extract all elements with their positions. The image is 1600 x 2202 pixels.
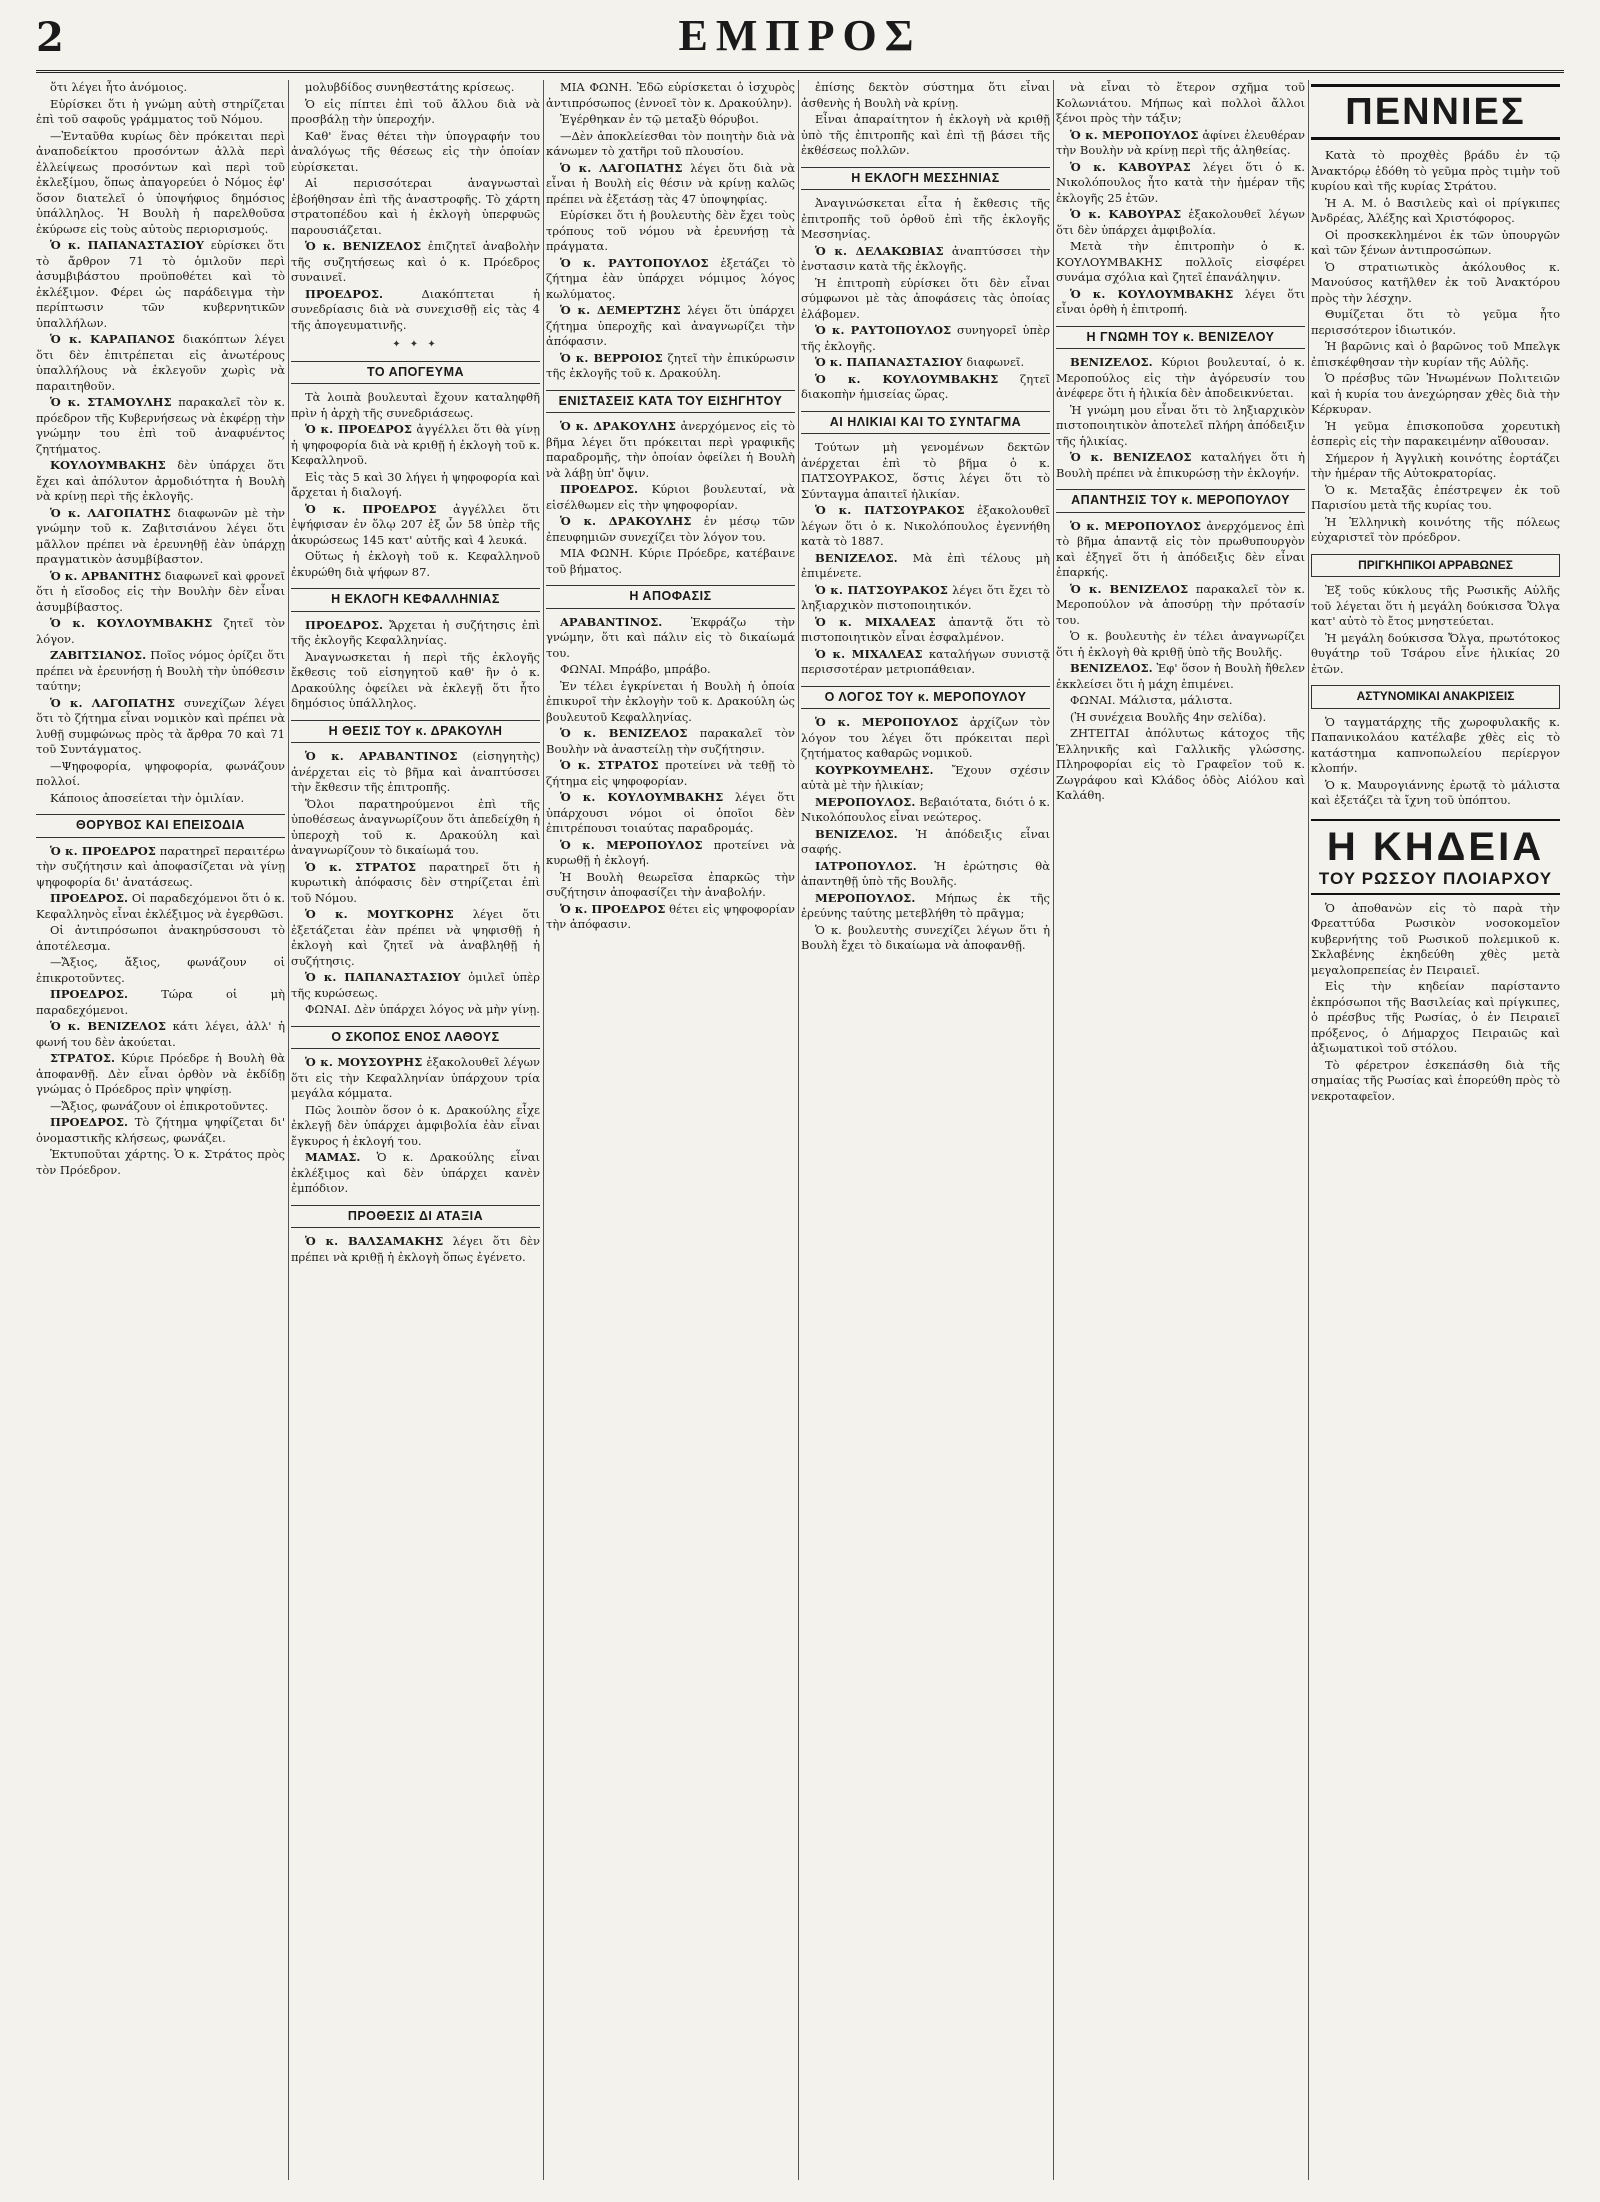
speaker-name: Ὁ κ. ΣΤΡΑΤΟΣ: [560, 758, 659, 772]
article-paragraph: νὰ εἶναι τὸ ἕτερον σχῆμα τοῦ Κολωνιάτου. Μήπως καὶ πολλοὶ ἄλλοι ξένοι πρὸς τὴν τάξιν;: [1056, 80, 1305, 125]
article-paragraph: —Δὲν ἀποκλείεσθαι τὸν ποιητὴν διὰ νὰ κάνωμεν τὸ χατῆρι τοῦ πλουσίου.: [546, 128, 795, 158]
speech-text: θέτει εἰς ψηφοφορίαν τὴν ἀπόφασιν.: [546, 901, 795, 931]
speaker-name: ΠΡΟΕΔΡΟΣ.: [305, 617, 384, 632]
section-headline: ΕΝΙΣΤΑΣΕΙΣ ΚΑΤΑ ΤΟΥ ΕΙΣΗΓΗΤΟΥ: [546, 390, 795, 414]
speaker-name: Ὁ κ. ΚΟΥΛΟΥΜΒΑΚΗΣ: [815, 371, 999, 386]
article-paragraph: Ἡ γεῦμα ἐπισκοποῦσα χορευτικὴ ἑσπερὶς εἰς τὴν παρακειμένην αἴθουσαν.: [1311, 418, 1560, 448]
speech-paragraph: [1056, 207, 1305, 238]
article-paragraph: Εἰς τὰς 5 καὶ 30 λήγει ἡ ψηφοφορία καὶ ἄρχεται ἡ διαλογή.: [291, 469, 540, 499]
article-paragraph: —Ψηφοφορία, ψηφοφορία, φωνάζουν πολλοί.: [36, 758, 285, 788]
speaker-name: Ὁ κ. ΠΡΟΕΔΡΟΣ: [305, 422, 412, 436]
speech-paragraph: [801, 244, 1050, 275]
speech-paragraph: [36, 332, 285, 394]
speaker-name: Ὁ κ. ΣΤΡΑΤΟΣ: [305, 859, 417, 874]
section-headline: ΤΟ ΑΠΟΓΕΥΜΑ: [291, 361, 540, 385]
speech-text: ἀγγέλλει ὅτι θὰ γίνῃ ἡ ψηφοφορία διὰ νὰ κριθῇ ἡ ἐκλογὴ τοῦ κ. Κεφαλληνοῦ.: [291, 422, 540, 467]
section-headline: ΘΟΡΥΒΟΣ ΚΑΙ ΕΠΕΙΣΟΔΙΑ: [36, 814, 285, 838]
speech-paragraph: [801, 551, 1050, 582]
speech-text: προτείνει νὰ τεθῇ τὸ ζήτημα εἰς ψηφοφορίαν.: [546, 758, 795, 788]
speech-paragraph: [36, 987, 285, 1018]
speech-text: Ποῖος νόμος ὁρίζει ὅτι πρέπει νὰ ἐρευνήσῃ ἡ Βουλὴ τὴν ὑπόθεσιν ταύτην;: [36, 648, 285, 693]
speech-paragraph: [1056, 128, 1305, 159]
article-paragraph: Ἐγέρθηκαν ἐν τῷ μεταξὺ θόρυβοι.: [560, 112, 759, 126]
speaker-name: ΠΡΟΕΔΡΟΣ.: [50, 1115, 129, 1129]
speech-paragraph: [36, 616, 285, 647]
speaker-name: Ὁ κ. ΠΡΟΕΔΡΟΣ: [305, 501, 437, 516]
article-paragraph: Καθ' ἕνας θέτει τὴν ὑπογραφήν του ἀναλόγως τῆς θέσεως εἰς τὴν ὁποίαν εὑρίσκεται.: [291, 128, 540, 174]
speaker-name: Ὁ κ. ΜΕΡΟΠΟΥΛΟΣ: [815, 715, 959, 729]
speaker-name: ΖΑΒΙΤΣΙΑΝΟΣ.: [50, 648, 147, 662]
speech-text: ζητεῖ διακοπὴν ἡμισείας ὥρας.: [801, 371, 1050, 401]
article-paragraph: Ὁ κ. Μεταξᾶς ἐπέστρεψεν ἐκ τοῦ Παρισίου μετὰ τῆς κυρίας του.: [1311, 482, 1560, 512]
speech-paragraph: [546, 615, 795, 662]
speaker-name: Ὁ κ. ΠΑΤΣΟΥΡΑΚΟΣ: [815, 582, 948, 597]
article-paragraph: Ὁ πρέσβυς τῶν Ἡνωμένων Πολιτειῶν καὶ ἡ κυρία του ἀνεχώρησαν χθὲς διὰ τὴν Κέρκυραν.: [1311, 371, 1560, 416]
speech-text: καταλήγων συνιστᾷ περισσοτέραν μετριοπάθειαν.: [801, 646, 1050, 676]
article-paragraph: Ὁ ἀποθανὼν εἰς τὸ παρὰ τὴν Φρεαττύδα Ρωσικὸν νοσοκομεῖον κυβερνήτης τοῦ Ρωσικοῦ πολεμικοῦ κ. Σκλαβένης ἐκηδεύθη χθὲς μετὰ μεγαλοπρεπείας ἐν Πειραιεῖ.: [1311, 900, 1560, 977]
speech-paragraph: [291, 860, 540, 907]
article-paragraph: Ἡ Βουλὴ θεωρεῖσα ἐπαρκῶς τὴν συζήτησιν ἀποφασίζει τὴν ἀναβολήν.: [546, 869, 795, 899]
speech-text: συνεχίζων λέγει ὅτι τὸ ζήτημα εἶναι νομικὸν καὶ πρέπει νὰ λυθῇ συμφώνως πρὸς τὰ ἄρθρα 70 καὶ 71 τοῦ Συντάγματος.: [36, 695, 285, 756]
speech-text: Τὸ ζήτημα ψηφίζεται δι' ὀνομαστικῆς κλήσεως, φωνάζει.: [36, 1115, 285, 1145]
speech-paragraph: [801, 795, 1050, 826]
speech-paragraph: [1056, 355, 1305, 402]
speech-text: ζητεῖ τὴν ἐπικύρωσιν τῆς ἐκλογῆς τοῦ κ. Δρακούλη.: [546, 350, 795, 380]
funeral-headline: [1311, 819, 1560, 895]
speech-paragraph: [36, 1019, 285, 1050]
article-paragraph: Οἱ προσκεκλημένοι ἐκ τῶν ὑπουργῶν καὶ τῶν ξένων ἀντιπροσώπων.: [1311, 227, 1560, 257]
article-paragraph: Ἡ γνώμη μου εἶναι ὅτι τὸ ληξιαρχικὸν πιστοποιητικὸν ἀποτελεῖ πλήρη ἀπόδειξιν τῆς ἡλικίας.: [1056, 402, 1305, 448]
article-paragraph: ΖΗΤΕΙΤΑΙ ἀπόλυτως κάτοχος τῆς Ἑλληνικῆς καὶ Γαλλικῆς γλώσσης. Πληροφορίαι εἰς τὸ Γραφεῖον τοῦ κ. Ζωγράφου καὶ Κλάδος ὁδὸς Αἰόλου καὶ Καλάθη.: [1056, 726, 1305, 802]
speaker-name: ΙΑΤΡΟΠΟΥΛΟΣ.: [815, 858, 917, 873]
article-paragraph: Οὕτως ἡ ἐκλογὴ τοῦ κ. Κεφαλληνοῦ ἐκυρώθη διὰ ψήφων 87.: [291, 549, 540, 579]
speech-paragraph: [546, 419, 795, 481]
speaker-name: Ὁ κ. ΜΙΧΑΛΕΑΣ: [815, 614, 936, 629]
article-paragraph: Οἱ ἀντιπρόσωποι ἀνακηρύσσουσι τὸ ἀποτέλεσμα.: [36, 923, 285, 953]
speech-paragraph: [1056, 450, 1305, 481]
article-paragraph: Σήμερον ἡ Ἀγγλικὴ κοινότης ἑορτάζει τὴν ἡμέραν τῆς Αὐτοκρατορίας.: [1311, 450, 1560, 480]
speech-text: ἀνερχόμενος ἐπὶ τὸ βῆμα ἀπαντᾷ εἰς τὸν πρωθυπουργὸν καὶ ἐξηγεῖ ὅτι ἡ ἀπόδειξις δὲν εἶναι ἐπαρκής.: [1056, 518, 1305, 579]
funeral-headline-line2: ΤΟΥ ΡΩΣΣΟΥ ΠΛΟΙΑΡΧΟΥ: [1318, 868, 1553, 888]
speech-text: Βεβαιότατα, διότι ὁ κ. Νικολόπουλος εἶναι νεώτερος.: [801, 794, 1050, 824]
speaker-name: Ὁ κ. ΒΕΝΙΖΕΛΟΣ: [50, 1019, 166, 1033]
column-rule: [1053, 80, 1054, 2180]
boxed-headline: ΑΣΤΥΝΟΜΙΚΑΙ ΑΝΑΚΡΙΣΕΙΣ: [1311, 685, 1560, 709]
speech-paragraph: [291, 502, 540, 549]
column-rule: [543, 80, 544, 2180]
speech-text: ἐξακολουθεῖ λέγων ὅτι ὁ κ. Νικολόπουλος ἐγεννήθη κατὰ τὸ 1887.: [801, 503, 1050, 548]
speaker-name: Ὁ κ. ΑΡΒΑΝΙΤΗΣ: [50, 568, 162, 583]
article-paragraph: Ἀναγνωσκεται ἡ περὶ τῆς ἐκλογῆς ἔκθεσις τοῦ εἰσηγητοῦ καθ' ἣν ὁ κ. Δρακούλης ὀφείλει νὰ ἐκλεγῇ ὅτι ἦτο δημόσιος ὑπάλληλος.: [291, 649, 540, 710]
section-headline: ΠΡΟΘΕΣΙΣ ΔΙ ΑΤΑΞΙΑ: [291, 1205, 540, 1229]
article-paragraph: Τὰ λοιπὰ βουλευταὶ ἔχουν καταληφθῆ πρὶν ἡ ἀρχὴ τῆς συνεδριάσεως.: [291, 390, 540, 420]
speaker-name: Ὁ κ. ΚΟΥΛΟΥΜΒΑΚΗΣ: [560, 790, 724, 804]
article-paragraph: Εὑρίσκει ὅτι ἡ βουλευτὴς δὲν ἔχει τοὺς τρόπους τοῦ νόμου νὰ ἐρευνήσῃ τὰ πράγματα.: [546, 208, 795, 253]
speech-text: παρακαλεῖ τὸν Βουλὴν νὰ ἀναστείλῃ τὴν συζήτησιν.: [546, 726, 795, 756]
speaker-name: ΠΡΟΕΔΡΟΣ.: [50, 987, 129, 1001]
speaker-name: Ὁ κ. ΒΕΝΙΖΕΛΟΣ: [305, 239, 422, 253]
column-rule: [798, 80, 799, 2180]
speech-text: ἐξακολουθεῖ λέγων ὅτι δὲν ὑπάρχει ἀμφιβολία.: [1056, 207, 1305, 237]
speech-paragraph: [546, 758, 795, 789]
speech-text: παρατηρεῖ περαιτέρω τὴν συζήτησιν καὶ ἀποφασίζεται νὰ γίνῃ ψηφοφορία δι' ἀνατάσεως.: [36, 843, 285, 889]
speaker-name: Ὁ κ. ΜΕΡΟΠΟΥΛΟΣ: [1070, 127, 1199, 142]
speech-text: ἐν μέσῳ τῶν ἐπευφημιῶν συνεχίζει τὸν λόγον του.: [546, 514, 795, 544]
article-paragraph: Ἡ ἐπιτροπὴ εὑρίσκει ὅτι δὲν εἶναι σύμφωνοι μὲ τὰς ἀποφάσεις τὰς ὁποίας ἐλάβομεν.: [801, 275, 1050, 321]
section-headline: Η ΓΝΩΜΗ ΤΟΥ κ. ΒΕΝΙΖΕΛΟΥ: [1056, 326, 1305, 350]
speech-text: Ἐκφράζω τὴν γνώμην, ὅτι καὶ πάλιν εἰς τὸ δικαίωμά του.: [546, 614, 795, 660]
section-headline: ΑΙ ΗΛΙΚΙΑΙ ΚΑΙ ΤΟ ΣΥΝΤΑΓΜΑ: [801, 411, 1050, 435]
speech-paragraph: [291, 287, 540, 334]
speaker-name: Ὁ κ. ΒΑΛΣΑΜΑΚΗΣ: [305, 1234, 444, 1248]
masthead: [36, 10, 1564, 73]
speech-paragraph: [36, 238, 285, 331]
speech-text: δὲν ὑπάρχει ὅτι ἔχει καὶ ἀπόλυτον ἀρμοδιότητα ἡ Βουλὴ νὰ κρίνῃ περὶ τῆς ἐκλογῆς.: [36, 458, 285, 503]
section-headline: Ο ΛΟΓΟΣ ΤΟΥ κ. ΜΕΡΟΠΟΥΛΟΥ: [801, 686, 1050, 710]
speaker-name: Ὁ κ. ΑΡΑΒΑΝΤΙΝΟΣ: [305, 749, 458, 763]
article-paragraph: —Ἐνταῦθα κυρίως δὲν πρόκειται περὶ ἀναποδείκτου προσόντων ἀλλὰ περὶ ἐλλείψεως προσόντων καὶ περὶ τοῦ ἐκλεξίμου, ὅπως ἀπαγορεύει ὁ Νόμος ἐφ' ὅσον διατελεῖ ὁ ὑποψήφιος δημόσιος ὑπάλληλος. Ἡ Βουλὴ ἡ παρελθοῦσα ἐκύρωσε εἰς τοὺς αὐτοὺς περιορισμούς.: [36, 128, 285, 236]
speech-text: Κύριε Πρόεδρε ἡ Βουλὴ θὰ ἀποφανθῇ. Δὲν εἶναι ὀρθὸν νὰ ἐκδίδῃ γνώμας ὁ Πρόεδρος πρὶν ψηφίσῃ.: [36, 1051, 285, 1096]
speech-paragraph: [1056, 661, 1305, 692]
speech-paragraph: [546, 902, 795, 933]
article-paragraph: Αἱ περισσότεραι ἀναγνωσταὶ ἐβοήθησαν ἐπὶ τῆς ἀναστροφῆς. Τὸ χάρτη στρατοπέδου καὶ ἡ ἐκλογὴ ὑπερφυῶς παρουσιάζεται.: [291, 176, 540, 237]
speech-text: παρακαλεῖ τὸν κ. Μεροπούλον νὰ ἀποσύρῃ τὴν πρότασίν του.: [1056, 581, 1305, 627]
speech-text: διαφωνεῖ.: [966, 355, 1025, 369]
article-paragraph: ΜΙΑ ΦΩΝΗ. Ἐδῶ εὑρίσκεται ὁ ἰσχυρὸς ἀντιπρόσωπος (ἐννοεῖ τὸν κ. Δρακούλην).: [546, 80, 795, 110]
speaker-name: ΣΤΡΑΤΟΣ.: [50, 1051, 115, 1065]
speech-text: ἀναπτύσσει τὴν ἐνστασιν κατὰ τῆς ἐκλογῆς.: [801, 243, 1050, 273]
article-paragraph: Ὁ στρατιωτικὸς ἀκόλουθος κ. Μανούσος κατῆλθεν ἐκ τοῦ Ἀνακτόρου πρὸς τὴν λέσχην.: [1311, 259, 1560, 305]
speech-paragraph: [291, 422, 540, 469]
speech-paragraph: [36, 458, 285, 505]
speaker-name: Ὁ κ. ΒΕΝΙΖΕΛΟΣ: [560, 726, 688, 740]
article-paragraph: Μετὰ τὴν ἐπιτροπὴν ὁ κ. ΚΟΥΛΟΥΜΒΑΚΗΣ πολλοῖς εἰσφέρει συνάμα σχόλια καὶ ζητεῖ ἐπανάληψιν.: [1056, 239, 1305, 284]
article-paragraph: Ἡ βαρῶνις καὶ ὁ βαρῶνος τοῦ Μπελγκ ἐπισκέφθησαν τὴν κυρίαν τῆς Αὐλῆς.: [1311, 339, 1560, 369]
speaker-name: Ὁ κ. ΠΑΠΑΝΑΣΤΑΣΙΟΥ: [305, 970, 461, 984]
speaker-name: ΒΕΝΙΖΕΛΟΣ.: [1070, 661, 1153, 675]
speech-paragraph: [36, 1051, 285, 1098]
column-2: [291, 80, 540, 2180]
speaker-name: ΠΡΟΕΔΡΟΣ.: [305, 286, 384, 301]
article-paragraph: Εἰς τὴν κηδείαν παρίσταντο ἐκπρόσωποι τῆς Βασιλείας καὶ πρίγκιπες, ὁ πρέσβυς τῆς Ρωσίας, ὁ ἐν Πειραιεῖ πρόξενος, ὁ Δήμαρχος Πειραιῶς καὶ ἀξιωματικοὶ τοῦ στόλου.: [1311, 979, 1560, 1055]
speech-paragraph: [36, 648, 285, 695]
speech-paragraph: [546, 161, 795, 208]
article-paragraph: Κάποιος ἀποσείεται τὴν ὁμιλίαν.: [50, 790, 245, 805]
speech-text: ἀρχίζων τὸν λόγον του λέγει ὅτι πρόκειται περὶ ζητήματος καθαρῶς νομικοῦ.: [801, 715, 1050, 760]
speaker-name: Ὁ κ. ΠΑΠΑΝΑΣΤΑΣΙΟΥ: [815, 355, 963, 369]
speech-paragraph: [36, 395, 285, 457]
speech-text: προτείνει νὰ κυρωθῇ ἡ ἐκλογή.: [546, 837, 795, 867]
speech-paragraph: [291, 749, 540, 796]
speech-paragraph: [801, 323, 1050, 354]
article-paragraph: Ἡ Ἑλληνικὴ κοινότης τῆς πόλεως εὐχαριστεῖ τὸν πρόεδρον.: [1311, 514, 1560, 544]
speech-paragraph: [291, 239, 540, 286]
speaker-name: ΒΕΝΙΖΕΛΟΣ.: [815, 826, 898, 841]
speech-paragraph: [36, 1115, 285, 1146]
article-paragraph: μολυβδίδος συνηθεστάτης κρίσεως.: [305, 80, 515, 94]
speaker-name: ΜΕΡΟΠΟΥΛΟΣ.: [815, 890, 916, 905]
speech-text: Ὁ κ. Δρακούλης εἶναι ἐκλέξιμος καὶ δὲν ὑπάρχει κανὲν ἐμπόδιον.: [291, 1150, 540, 1195]
speech-text: παρακαλεῖ τὸν κ. πρόεδρον τῆς Κυβερνήσεως νὰ ἐκφέρῃ τὴν γνώμην του ἐπὶ τοῦ ἀναφυέντος ζητήματος.: [36, 395, 285, 456]
speaker-name: Ὁ κ. ΣΤΑΜΟΥΛΗΣ: [50, 395, 172, 409]
speaker-name: Ὁ κ. ΜΕΡΟΠΟΥΛΟΣ: [560, 837, 703, 852]
speech-text: λέγει ὅτι ὑπάρχει ζήτημα ὑπεροχῆς καὶ ἀναγνωρίζει τὴν ἀπόφασιν.: [546, 303, 795, 348]
speech-paragraph: [291, 970, 540, 1001]
speech-text: ἀφίνει ἐλευθέραν τὴν Βουλὴν νὰ κρίνῃ περὶ τῆς ἀληθείας.: [1056, 127, 1305, 157]
speech-text: κάτι λέγει, ἀλλ' ἡ φωνή του δὲν ἀκούεται.: [36, 1019, 285, 1049]
article-paragraph: Ὅλοι παρατηρούμενοι ἐπὶ τῆς ὑποθέσεως ἀναγνωρίζουν ὅτι ἀπεδείχθη ἡ ὑπεροχὴ τοῦ κ. Δρακούλη καὶ ἀναγνωρίζουν τὸ δικαίωμά του.: [291, 796, 540, 857]
columns-area: [36, 80, 1564, 2180]
speaker-name: ΚΟΥΛΟΥΜΒΑΚΗΣ: [50, 458, 166, 472]
speech-paragraph: [36, 696, 285, 758]
speech-paragraph: [546, 351, 795, 382]
speech-text: ὁμιλεῖ ὑπὲρ τῆς κυρώσεως.: [291, 970, 540, 1000]
speaker-name: ΠΡΟΕΔΡΟΣ.: [50, 891, 129, 905]
speech-paragraph: [801, 372, 1050, 403]
speech-text: (εἰσηγητὴς) ἀνέρχεται εἰς τὸ βῆμα καὶ ἀναπτύσσει τὴν ἔκθεσιν τῆς ἐπιτροπῆς.: [291, 749, 540, 794]
speech-paragraph: [801, 647, 1050, 678]
section-headline: Η ΘΕΣΙΣ ΤΟΥ κ. ΔΡΑΚΟΥΛΗ: [291, 720, 540, 744]
column-rule: [288, 80, 289, 2180]
speech-text: εὑρίσκει ὅτι τὸ ἄρθρον 71 τὸ ὁμιλοῦν περὶ ἀσυμβιβάστου προϋποθέτει καὶ τὸ ἐκλέξιμον. Φέρει ὡς παράδειγμα τὴν περίπτωσιν τῶν κυβερνητικῶν ὑπαλλήλων.: [36, 238, 285, 330]
speech-text: Τώρα οἱ μὴ παραδεχόμενοι.: [36, 987, 285, 1017]
speech-text: Ἡ ἐρώτησις θὰ ἀπαντηθῇ ὑπὸ τῆς Βουλῆς.: [801, 858, 1050, 888]
speaker-name: Ὁ κ. ΛΑΓΟΠΑΤΗΣ: [50, 695, 175, 710]
speech-text: Ἡ ἀπόδειξις εἶναι σαφής.: [801, 826, 1050, 856]
speech-paragraph: [801, 763, 1050, 794]
speaker-name: Ὁ κ. ΒΕΡΡΟΙΟΣ: [560, 350, 663, 365]
speech-text: διαφωνῶν μὲ τὴν γνώμην τοῦ κ. Ζαβιτσιάνου λέγει ὅτι μᾶλλον πρέπει νὰ ἐρευνηθῇ ἐὰν ὑπάρχῃ πραγματικὸν ἀσυμβίβαστον.: [36, 505, 285, 566]
speech-text: Μὰ ἐπὶ τέλους μὴ ἐπιμένετε.: [801, 550, 1050, 580]
speaker-name: ΜΕΡΟΠΟΥΛΟΣ.: [815, 794, 916, 809]
speech-text: Ἐφ' ὅσον ἡ Βουλὴ ἤθελεν ἐκκλείσει ὅτι ἡ μάχη ἐπιμένει.: [1056, 661, 1305, 691]
column-5: [1056, 80, 1305, 2180]
speaker-name: Ὁ κ. ΠΡΟΕΔΡΟΣ: [50, 843, 156, 858]
speech-paragraph: [36, 891, 285, 922]
speech-text: συνηγορεῖ ὑπὲρ τῆς ἐκλογῆς.: [801, 323, 1050, 353]
speech-text: ἐξετάζει τὸ ζήτημα ἐὰν ὑπάρχει νόμιμος λόγος κωλύματος.: [546, 255, 795, 301]
speaker-name: Ὁ κ. ΔΕΜΕΡΤΖΗΣ: [560, 303, 681, 317]
article-paragraph: Τὸ φέρετρον ἐσκεπάσθη διὰ τῆς σημαίας τῆς Ρωσίας καὶ ἐπορεύθη πρὸς τὸ νεκροταφεῖον.: [1311, 1057, 1560, 1103]
column-6: [1311, 80, 1560, 2180]
speech-text: διακόπτων λέγει ὅτι δὲν ἐπιτρέπεται εἰς ἀνωτέρους ὑπαλλήλους νὰ ἐκλεγοῦν χωρὶς νὰ παραιτηθοῦν.: [36, 332, 285, 393]
speech-text: λέγει ὅτι δὲν πρέπει νὰ κριθῇ ἡ ἐκλογὴ ὅπως ἐγένετο.: [291, 1234, 540, 1264]
article-paragraph: Ἐν τέλει ἐγκρίνεται ἡ Βουλὴ ἡ ὁποία ἐπικυροῖ τὴν ἐκλογὴν τοῦ κ. Δρακούλη ὡς βουλευτοῦ Κεφαλληνίας.: [546, 678, 795, 724]
speech-paragraph: [801, 859, 1050, 890]
speaker-name: Ὁ κ. ΠΑΠΑΝΑΣΤΑΣΙΟΥ: [50, 238, 204, 252]
speech-paragraph: [291, 618, 540, 649]
speech-paragraph: [1056, 287, 1305, 318]
section-headline: Η ΑΠΟΦΑΣΙΣ: [546, 585, 795, 609]
speaker-name: Ὁ κ. ΚΑΒΟΥΡΑΣ: [1070, 207, 1182, 221]
boxed-headline: ΠΡΙΓΚΗΠΙΚΟΙ ΑΡΡΑΒΩΝΕΣ: [1311, 554, 1560, 578]
speech-paragraph: [1056, 160, 1305, 207]
section-headline: ΑΠΑΝΤΗΣΙΣ ΤΟΥ κ. ΜΕΡΟΠΟΥΛΟΥ: [1056, 489, 1305, 513]
column-3: [546, 80, 795, 2180]
speaker-name: Ὁ κ. ΛΑΓΟΠΑΤΗΣ: [50, 505, 171, 520]
article-paragraph: —Ἄξιος, ἄξιος, φωνάζουν οἱ ἐπικροτοῦντες.: [36, 955, 285, 985]
section-headline: Η ΕΚΛΟΓΗ ΜΕΣΣΗΝΙΑΣ: [801, 167, 1050, 191]
speech-text: λέγει ὅτι ὑπάρχουσι νόμοι οἱ ὁποῖοι δὲν ἐπιτρέπουσι τοιαύτας παραδρομάς.: [546, 790, 795, 835]
speaker-name: ΒΕΝΙΖΕΛΟΣ.: [815, 550, 898, 565]
ornament-divider: ✦ ✦ ✦: [392, 339, 439, 350]
column-1: [36, 80, 285, 2180]
speech-text: ἐξακολουθεῖ λέγων ὅτι εἰς τὴν Κεφαλληνίαν ὑπάρχουν τρία μεγάλα κόμματα.: [291, 1055, 540, 1100]
speaker-name: Ὁ κ. ΜΟΥΓΚΟΡΗΣ: [305, 907, 454, 921]
column-4: [801, 80, 1050, 2180]
speech-text: Οἱ παραδεχόμενοι ὅτι ὁ κ. Κεφαλληνὸς εἶναι ἐκλέξιμος νὰ ἐγερθῶσι.: [36, 891, 285, 921]
speaker-name: ΒΕΝΙΖΕΛΟΣ.: [1070, 355, 1153, 369]
speech-paragraph: [546, 482, 795, 513]
article-paragraph: Ἀναγινώσκεται εἶτα ἡ ἔκθεσις τῆς ἐπιτροπῆς τοῦ ὀρθοῦ ἐπὶ τῆς ἐκλογῆς Μεσσηνίας.: [801, 196, 1050, 241]
speech-paragraph: [801, 355, 1050, 371]
speech-text: παρατηρεῖ ὅτι ἡ κυρωτικὴ ἀπόφασις δὲν στηρίζεται ἐπὶ τοῦ Νόμου.: [291, 859, 540, 905]
speech-paragraph: [1056, 519, 1305, 581]
speech-paragraph: [36, 569, 285, 616]
speech-paragraph: [291, 1234, 540, 1265]
speech-paragraph: [546, 790, 795, 837]
article-paragraph: Ὁ κ. βουλευτὴς συνεχίζει λέγων ὅτι ἡ Βουλὴ ἔχει τὸ δικαίωμα νὰ ἀποφανθῇ.: [801, 922, 1050, 952]
speech-text: Διακόπτεται ἡ συνεδρίασις διὰ νὰ συνεχισθῇ εἰς τὰς 4 τῆς ἀπογευματινῆς.: [291, 286, 540, 332]
article-paragraph: Τούτων μὴ γενομένων δεκτῶν ἀνέρχεται ἐπὶ τὸ βῆμα ὁ κ. ΠΑΤΣΟΥΡΑΚΟΣ, ὅστις λέγει ὅτι τὸ Σύνταγμα ἀπαιτεῖ ἡλικίαν.: [801, 440, 1050, 501]
article-paragraph: ΜΙΑ ΦΩΝΗ. Κύριε Πρόεδρε, κατέβαινε τοῦ βήματος.: [546, 546, 795, 576]
page-number: 2: [36, 14, 64, 61]
speaker-name: Ὁ κ. ΜΕΡΟΠΟΥΛΟΣ: [1070, 518, 1201, 533]
speech-text: ἀγγέλλει ὅτι ἐψήφισαν ἐν ὅλῳ 207 ἐξ ὧν 58 ὑπὲρ τῆς ἀκυρώσεως 145 κατ' αὐτῆς καὶ 4 λευκά.: [291, 501, 540, 547]
speech-paragraph: [801, 827, 1050, 858]
article-paragraph: —Ἄξιος, φωνάζουν οἱ ἐπικροτοῦντες.: [50, 1098, 269, 1113]
speech-text: Μήπως ἐκ τῆς ἐρεύνης ταύτης μετεβλήθη τὸ πρᾶγμα;: [801, 890, 1050, 920]
speaker-name: Ὁ κ. ΡΑΥΤΟΠΟΥΛΟΣ: [815, 323, 952, 337]
speech-text: καταλήγει ὅτι ἡ Βουλὴ πρέπει νὰ ἐπικυρώσῃ τὴν ἐκλογήν.: [1056, 450, 1305, 480]
speech-text: διαφωνεῖ καὶ φρονεῖ ὅτι ἡ εἴσοδος εἰς τὴν Βουλὴν δὲν εἶναι ἀσυμβίβαστος.: [36, 568, 285, 614]
speech-paragraph: [801, 583, 1050, 614]
speech-paragraph: [801, 715, 1050, 762]
speech-text: Κύριοι βουλευταί, ὁ κ. Μεροπούλος εἰς τὴν ἀγόρευσίν του ἀνέφερε ὅτι ἡ ἡλικία δὲν ἀποδεικνύεται.: [1056, 355, 1305, 400]
speaker-name: Ὁ κ. ΔΡΑΚΟΥΛΗΣ: [560, 514, 692, 528]
speech-paragraph: [36, 506, 285, 568]
speaker-name: Ὁ κ. ΚΟΥΛΟΥΜΒΑΚΗΣ: [1070, 286, 1234, 301]
speaker-name: Ὁ κ. ΚΑΒΟΥΡΑΣ: [1070, 159, 1191, 174]
speech-paragraph: [546, 838, 795, 869]
article-paragraph: Κατὰ τὸ προχθὲς βράδυ ἐν τῷ Ἀνακτόρῳ ἐδόθη τὸ γεῦμα πρὸς τιμὴν τοῦ κυρίου καὶ τῆς κυρίας Στράτου.: [1311, 148, 1560, 193]
speech-text: ἀπαντᾷ ὅτι τὸ πιστοποιητικὸν εἶναι ἐσφαλμένον.: [801, 614, 1050, 644]
article-paragraph: ὅτι λέγει ἦτο ἀνόμοιος.: [50, 80, 188, 94]
article-paragraph: Πῶς λοιπὸν ὅσον ὁ κ. Δρακούλης εἶχε ἐκλεγῇ δὲν ὑπάρχει ἀμφιβολία ἐὰν εἶναι ἔγκυρος ἡ ἐκλογή του.: [291, 1102, 540, 1148]
speech-paragraph: [291, 907, 540, 969]
section-headline: Ο ΣΚΟΠΟΣ ΕΝΟΣ ΛΑΘΟΥΣ: [291, 1026, 540, 1050]
speaker-name: ΑΡΑΒΑΝΤΙΝΟΣ.: [560, 614, 663, 629]
speaker-name: Ὁ κ. ΜΙΧΑΛΕΑΣ: [815, 646, 923, 661]
article-paragraph: Ἡ μεγάλη δούκισσα Ὄλγα, πρωτότοκος θυγάτηρ τοῦ Τσάρου εἶνε ἡλικίας 20 ἐτῶν.: [1311, 630, 1560, 676]
column-masthead: ΠΕΝΝΙΕΣ: [1311, 84, 1560, 140]
speaker-name: Ὁ κ. ΠΑΤΣΟΥΡΑΚΟΣ: [815, 503, 965, 517]
article-paragraph: Εὑρίσκει ὅτι ἡ γνώμη αὐτὴ στηρίζεται ἐπὶ τοῦ σαφοῦς γράμματος τοῦ Νόμου.: [36, 96, 285, 126]
speech-text: ἀνερχόμενος εἰς τὸ βῆμα λέγει ὅτι πρόκειται περὶ γραφικῆς παραδρομῆς, τὴν ὁποίαν ὀφείλει ἡ Βουλὴ νὰ λάβῃ ὑπ' ὄψιν.: [546, 419, 795, 480]
speaker-name: Ὁ κ. ΡΑΥΤΟΠΟΥΛΟΣ: [560, 255, 709, 270]
article-paragraph: (Ἡ συνέχεια Βουλῆς 4ην σελίδα).: [1070, 709, 1267, 724]
speaker-name: ΠΡΟΕΔΡΟΣ.: [560, 482, 639, 496]
article-paragraph: ἐπίσης δεκτὸν σύστημα ὅτι εἶναι ἀσθενὴς ἡ Βουλὴ νὰ κρίνῃ.: [801, 80, 1050, 110]
speaker-name: ΜΑΜΑΣ.: [305, 1150, 361, 1164]
speech-text: ἐπιζητεῖ ἀναβολὴν τῆς συζητήσεως καὶ ὁ κ. Πρόεδρος συναινεῖ.: [291, 239, 540, 284]
speech-text: Ἔχουν σχέσιν αὐτὰ μὲ τὴν ἡλικίαν;: [801, 762, 1050, 792]
article-paragraph: ΦΩΝΑΙ. Μπράβο, μπράβο.: [560, 662, 711, 676]
speech-text: λέγει ὅτι ἔχει τὸ ληξιαρχικὸν πιστοποιητικόν.: [801, 582, 1050, 612]
speech-paragraph: [546, 303, 795, 350]
speech-paragraph: [546, 514, 795, 545]
section-headline: Η ΕΚΛΟΓΗ ΚΕΦΑΛΛΗΝΙΑΣ: [291, 588, 540, 612]
article-paragraph: Ἡ Α. Μ. ὁ Βασιλεὺς καὶ οἱ πρίγκιπες Ἀνδρέας, Ἀλέξης καὶ Χριστόφορος.: [1311, 195, 1560, 225]
speech-paragraph: [546, 726, 795, 757]
article-paragraph: Ἐξ τοῦς κύκλους τῆς Ρωσικῆς Αὐλῆς τοῦ λέγεται ὅτι ἡ μεγάλη δούκισσα Ὄλγα κατ' αὐτὸ τὸ ἔτος μνηστεύεται.: [1311, 583, 1560, 628]
speaker-name: ΚΟΥΡΚΟΥΜΕΛΗΣ.: [815, 762, 934, 777]
article-paragraph: Ὁ κ. Μαυρογιάννης ἐρωτᾷ τὸ μάλιστα καὶ ἐξετάζει τὰ ἴχνη τοῦ ὑπόπτου.: [1311, 777, 1560, 807]
speech-text: λέγει ὅτι εἶναι ὀρθὴ ἡ ἐπιτροπή.: [1056, 286, 1305, 316]
newspaper-title: ΕΜΠΡΟΣ: [678, 11, 922, 60]
speech-paragraph: [801, 891, 1050, 922]
speaker-name: Ὁ κ. ΔΡΑΚΟΥΛΗΣ: [560, 419, 676, 433]
article-paragraph: Ὁ κ. βουλευτὴς ἐν τέλει ἀναγνωρίζει ὅτι ἡ ἐκλογὴ θὰ κριθῇ ὑπὸ τῆς Βουλῆς.: [1056, 629, 1305, 659]
column-rule: [1308, 80, 1309, 2180]
article-paragraph: ΦΩΝΑΙ. Μάλιστα, μάλιστα.: [1070, 693, 1233, 707]
speech-paragraph: [801, 615, 1050, 646]
speech-text: λέγει ὅτι ἐξετάζεται ἐὰν πρέπει νὰ ψηφισθῇ ἡ ἐκλογὴ καὶ ζητεῖ νὰ ἀναβληθῇ ἡ συζήτησις.: [291, 907, 540, 968]
speaker-name: Ὁ κ. ΠΡΟΕΔΡΟΣ: [560, 901, 666, 916]
article-paragraph: Ἐκτυποῦται χάρτης. Ὁ κ. Στράτος πρὸς τὸν Πρόεδρον.: [36, 1147, 285, 1177]
speaker-name: Ὁ κ. ΒΕΝΙΖΕΛΟΣ: [1070, 581, 1189, 596]
speech-text: λέγει ὅτι ὁ κ. Νικολόπουλος ἦτο κατὰ τὴν ἡμέραν τῆς ἐκλογῆς 25 ἐτῶν.: [1056, 159, 1305, 205]
article-paragraph: ΦΩΝΑΙ. Δὲν ὑπάρχει λόγος νὰ μὴν γίνῃ.: [305, 1002, 540, 1016]
speech-paragraph: [36, 844, 285, 891]
speech-paragraph: [291, 1150, 540, 1197]
speaker-name: Ὁ κ. ΜΟΥΣΟΥΡΗΣ: [305, 1055, 423, 1069]
speech-paragraph: [801, 503, 1050, 550]
article-paragraph: Θυμίζεται ὅτι τὸ γεῦμα ἦτο περισσότερον ἰδιωτικόν.: [1311, 307, 1560, 337]
speech-text: Κύριοι βουλευταί, νὰ εἰσέλθωμεν εἰς τὴν ψηφοφορίαν.: [546, 482, 795, 512]
speech-paragraph: [291, 1055, 540, 1102]
article-paragraph: Εἶναι ἀπαραίτητον ἡ ἐκλογὴ νὰ κριθῇ ὑπὸ τῆς ἐπιτροπῆς καὶ ἐπὶ τῇ βάσει τῆς ἐκθέσεως πολλῶν.: [801, 112, 1050, 157]
speech-text: λέγει ὅτι διὰ νὰ εἶναι ἡ Βουλὴ εἰς θέσιν νὰ κρίνῃ καλῶς πρέπει νὰ ἐξετάσῃ τὰς 47 ὑποψηφίας.: [546, 160, 795, 206]
article-paragraph: Ὁ εἰς πίπτει ἐπὶ τοῦ ἄλλου διὰ νὰ προσβάλῃ τὴν ὑπεροχήν.: [291, 96, 540, 126]
speech-paragraph: [1056, 582, 1305, 629]
speaker-name: Ὁ κ. ΔΕΛΑΚΩΒΙΑΣ: [815, 243, 944, 258]
speech-text: ζητεῖ τὸν λόγον.: [36, 616, 285, 646]
speaker-name: Ὁ κ. ΚΟΥΛΟΥΜΒΑΚΗΣ: [50, 616, 213, 630]
speaker-name: Ὁ κ. ΚΑΡΑΠΑΝΟΣ: [50, 332, 175, 346]
speech-paragraph: [546, 256, 795, 303]
funeral-headline-line1: Η ΚΗΔΕΙΑ: [1326, 824, 1545, 869]
speech-text: Ἄρχεται ἡ συζήτησις ἐπὶ τῆς ἐκλογῆς Κεφαλληνίας.: [291, 617, 540, 647]
article-paragraph: Ὁ ταγματάρχης τῆς χωροφυλακῆς κ. Παπανικολάου κατέλαβε χθὲς εἰς τὸ κατάστημα καπνοπωλείου περίεργον κλοπήν.: [1311, 714, 1560, 775]
speaker-name: Ὁ κ. ΛΑΓΟΠΑΤΗΣ: [560, 160, 683, 175]
speaker-name: Ὁ κ. ΒΕΝΙΖΕΛΟΣ: [1070, 450, 1192, 464]
